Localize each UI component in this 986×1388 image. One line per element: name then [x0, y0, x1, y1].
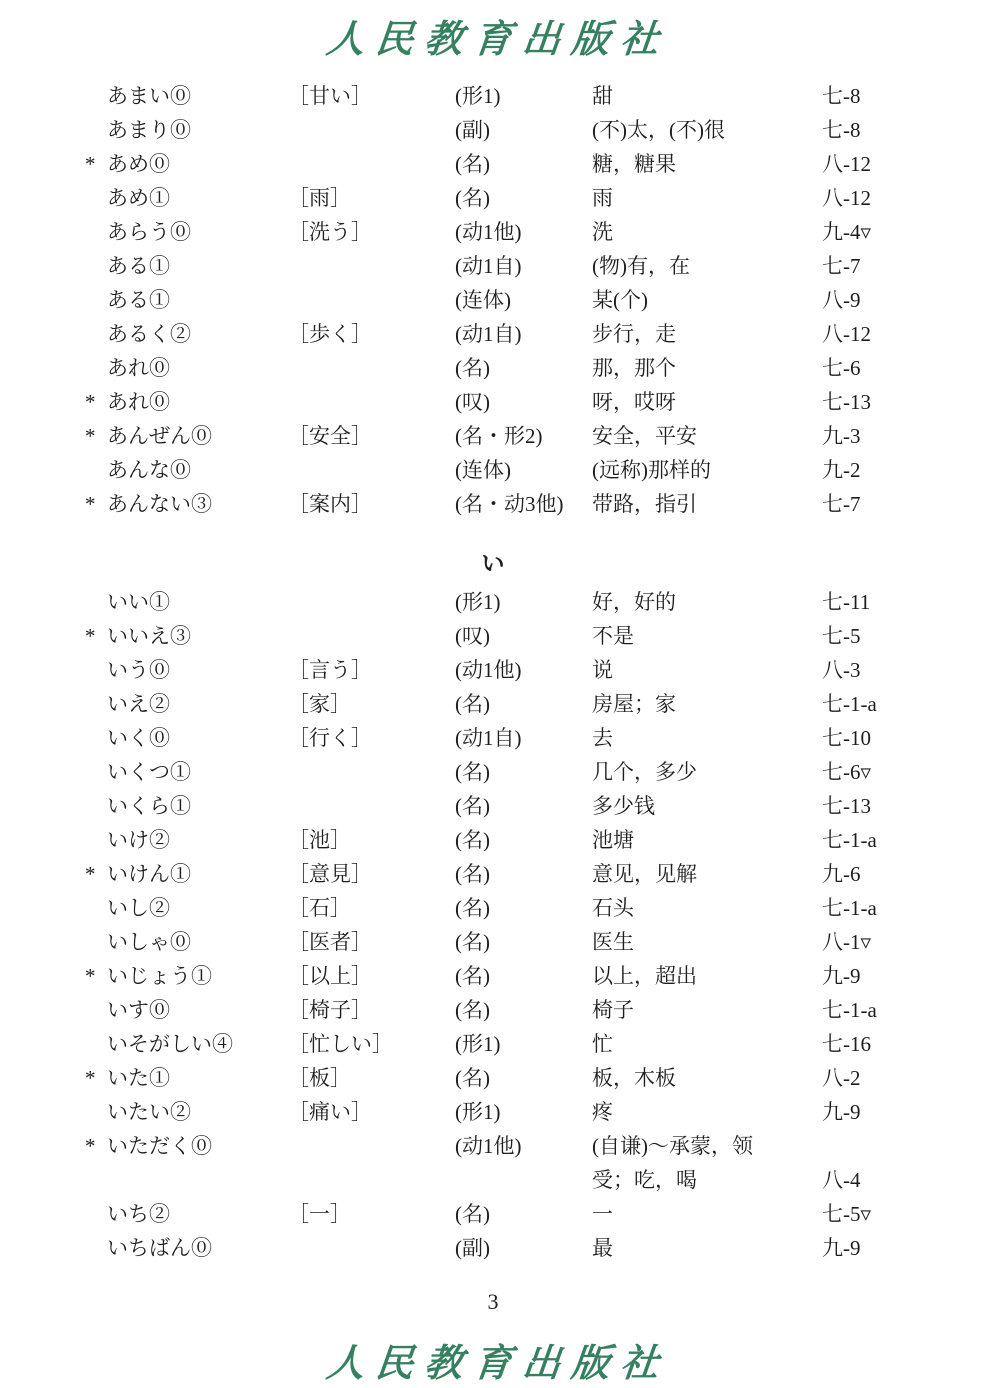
lesson-cell: 七-13 — [822, 794, 871, 818]
vocab-row — [0, 1095, 986, 1129]
kana-cell: あまい⓪ — [107, 84, 191, 108]
pos-cell: (形1) — [455, 590, 501, 614]
kanji-cell — [288, 385, 455, 419]
lesson-cell: 九-4▿ — [822, 220, 872, 244]
meaning-cell: 洗 — [592, 220, 613, 244]
meaning-cell: 忙 — [592, 1032, 613, 1056]
kana-cell: いけ② — [107, 828, 170, 852]
lesson-cell: 七-1-a — [822, 828, 877, 852]
meaning-cell: 糖，糖果 — [592, 152, 676, 176]
meaning-cell: 说 — [592, 658, 613, 682]
meaning-cell: 甜 — [592, 84, 613, 108]
meaning-cell: 医生 — [592, 930, 634, 954]
pos-cell: (名) — [455, 862, 490, 886]
star-marker — [85, 215, 107, 249]
publisher-logo-header: 人民教育出版社 — [324, 16, 673, 61]
kana-cell: ある① — [107, 254, 170, 278]
kana-cell: いしゃ⓪ — [107, 930, 191, 954]
kana-cell: あんない③ — [107, 492, 212, 516]
vocab-row — [0, 453, 986, 487]
lesson-cell: 七-1-a — [822, 998, 877, 1022]
vocab-section — [0, 79, 986, 521]
vocab-row — [0, 755, 986, 789]
pos-cell: (名) — [455, 356, 490, 380]
vocab-row — [0, 249, 986, 283]
meaning-cell: 雨 — [592, 186, 613, 210]
kanji-cell — [288, 453, 455, 487]
meaning-cell: 疼 — [592, 1100, 613, 1124]
kanji-cell — [288, 755, 455, 789]
kana-cell: いそがしい④ — [107, 1032, 233, 1056]
lesson-cell: 九-9 — [822, 1100, 861, 1124]
pos-cell: (名) — [455, 930, 490, 954]
meaning-cell: (不)太，(不)很 — [592, 118, 725, 142]
kanji-cell — [288, 619, 455, 653]
lesson-cell: 九-9 — [822, 1236, 861, 1260]
kana-cell: いたい② — [107, 1100, 191, 1124]
lesson-cell: 七-7 — [822, 254, 861, 278]
vocab-row — [0, 721, 986, 755]
lesson-cell: 八-12 — [822, 152, 871, 176]
pos-cell: (名) — [455, 692, 490, 716]
vocab-row — [0, 1163, 986, 1197]
star-marker — [85, 283, 107, 317]
lesson-cell: 七-7 — [822, 492, 861, 516]
kanji-cell — [288, 789, 455, 823]
lesson-cell: 七-5▿ — [822, 1202, 872, 1226]
pos-cell: (动1自) — [455, 322, 522, 346]
kanji-cell: ［雨］ — [288, 186, 351, 210]
vocab-row — [0, 891, 986, 925]
vocab-row — [0, 181, 986, 215]
meaning-cell: 受；吃，喝 — [592, 1168, 697, 1192]
pos-cell: (名) — [455, 998, 490, 1022]
meaning-cell: 好，好的 — [592, 590, 676, 614]
kana-cell: いくつ① — [107, 760, 191, 784]
lesson-cell: 八-12 — [822, 322, 871, 346]
vocab-row — [0, 619, 986, 653]
lesson-cell: 七-10 — [822, 726, 871, 750]
kana-cell: あれ⓪ — [107, 356, 170, 380]
kanji-cell: ［医者］ — [288, 930, 372, 954]
lesson-cell: 七-1-a — [822, 896, 877, 920]
kana-cell: いく⓪ — [107, 726, 170, 750]
kanji-cell — [288, 1163, 455, 1197]
meaning-cell: 安全，平安 — [592, 424, 697, 448]
kana-cell: あまり⓪ — [107, 118, 191, 142]
meaning-cell: 去 — [592, 726, 613, 750]
meaning-cell: 椅子 — [592, 998, 634, 1022]
meaning-cell: 意见，见解 — [592, 862, 697, 886]
page-number: 3 — [487, 1289, 499, 1314]
star-marker — [85, 891, 107, 925]
pos-cell: (名) — [455, 828, 490, 852]
kana-cell: いう⓪ — [107, 658, 170, 682]
pos-cell: (动1他) — [455, 658, 522, 682]
pos-cell: (名) — [455, 794, 490, 818]
pos-cell: (名) — [455, 964, 490, 988]
kana-cell: いじょう① — [107, 964, 212, 988]
kanji-cell — [288, 585, 455, 619]
kanji-cell: ［痛い］ — [288, 1100, 372, 1124]
kana-cell: あらう⓪ — [107, 220, 191, 244]
star-marker — [85, 687, 107, 721]
kana-cell: あるく② — [107, 322, 191, 346]
vocab-row — [0, 993, 986, 1027]
pos-cell: (形1) — [455, 84, 501, 108]
star-marker — [85, 113, 107, 147]
meaning-cell: 房屋；家 — [592, 692, 676, 716]
kanji-cell — [288, 249, 455, 283]
pos-cell: (名) — [455, 152, 490, 176]
lesson-cell: 七-13 — [822, 390, 871, 414]
pos-cell: (名) — [455, 896, 490, 920]
kanji-cell: ［意見］ — [288, 862, 372, 886]
kanji-cell — [288, 147, 455, 181]
star-marker — [85, 79, 107, 113]
lesson-cell: 八-1▿ — [822, 930, 872, 954]
kanji-cell: ［以上］ — [288, 964, 372, 988]
star-marker: * — [85, 152, 96, 176]
star-marker: * — [85, 424, 96, 448]
star-marker — [85, 721, 107, 755]
lesson-cell — [822, 1129, 986, 1163]
pos-cell: (名・形2) — [455, 424, 543, 448]
vocab-row — [0, 585, 986, 619]
kana-cell: ある① — [107, 288, 170, 312]
pos-cell: (连体) — [455, 458, 511, 482]
meaning-cell: 以上，超出 — [592, 964, 697, 988]
star-marker: * — [85, 492, 96, 516]
vocab-row — [0, 487, 986, 521]
pos-cell: (名) — [455, 1202, 490, 1226]
meaning-cell: 多少钱 — [592, 794, 655, 818]
section-rows — [0, 585, 986, 1265]
lesson-cell: 八-9 — [822, 288, 861, 312]
star-marker — [85, 789, 107, 823]
kana-cell: いちばん⓪ — [107, 1236, 212, 1260]
vocab-row — [0, 113, 986, 147]
vocab-row — [0, 351, 986, 385]
vocab-row — [0, 1061, 986, 1095]
star-marker — [85, 1095, 107, 1129]
vocab-row — [0, 653, 986, 687]
star-marker: * — [85, 964, 96, 988]
kana-cell: あめ⓪ — [107, 152, 170, 176]
pos-cell: (叹) — [455, 624, 490, 648]
kana-cell: いす⓪ — [107, 998, 170, 1022]
meaning-cell: 那，那个 — [592, 356, 676, 380]
pos-cell: (叹) — [455, 390, 490, 414]
star-marker — [85, 1231, 107, 1265]
vocab-section — [0, 543, 986, 1265]
lesson-cell: 八-2 — [822, 1066, 861, 1090]
star-marker — [85, 925, 107, 959]
meaning-cell: 板，木板 — [592, 1066, 676, 1090]
lesson-cell: 八-4 — [822, 1168, 861, 1192]
vocab-row — [0, 147, 986, 181]
pos-cell: (动1他) — [455, 1134, 522, 1158]
vocab-row — [0, 789, 986, 823]
kanji-cell: ［石］ — [288, 896, 351, 920]
lesson-cell: 九-9 — [822, 964, 861, 988]
kana-cell: あんな⓪ — [107, 458, 191, 482]
meaning-cell: 步行，走 — [592, 322, 676, 346]
kanji-cell: ［板］ — [288, 1066, 351, 1090]
lesson-cell: 七-16 — [822, 1032, 871, 1056]
star-marker: * — [85, 624, 96, 648]
meaning-cell: (自谦)～承蒙，领 — [592, 1134, 753, 1158]
lesson-cell: 九-3 — [822, 424, 861, 448]
kanji-cell: ［安全］ — [288, 424, 372, 448]
kanji-cell: ［言う］ — [288, 658, 372, 682]
kana-cell: いた① — [107, 1066, 170, 1090]
kanji-cell: ［椅子］ — [288, 998, 372, 1022]
star-marker — [85, 993, 107, 1027]
lesson-cell: 八-12 — [822, 186, 871, 210]
vocab-list — [0, 79, 986, 1265]
kanji-cell: ［歩く］ — [288, 322, 372, 346]
kanji-cell: ［一］ — [288, 1202, 351, 1226]
kanji-cell: ［行く］ — [288, 726, 372, 750]
kana-cell: いし② — [107, 896, 170, 920]
vocab-row — [0, 283, 986, 317]
meaning-cell: 一 — [592, 1202, 613, 1226]
vocab-row — [0, 959, 986, 993]
meaning-cell: 最 — [592, 1236, 613, 1260]
lesson-cell: 九-2 — [822, 458, 861, 482]
kanji-cell — [288, 1129, 455, 1163]
vocab-row — [0, 1027, 986, 1061]
pos-cell: (名・动3他) — [455, 492, 564, 516]
lesson-cell: 八-3 — [822, 658, 861, 682]
pos-cell: (连体) — [455, 288, 511, 312]
meaning-cell: (物)有，在 — [592, 254, 690, 278]
kana-cell: いえ② — [107, 692, 170, 716]
kana-cell: いち② — [107, 1202, 170, 1226]
pos-cell: (动1自) — [455, 254, 522, 278]
kanji-cell — [288, 113, 455, 147]
meaning-cell: 石头 — [592, 896, 634, 920]
kanji-cell: ［忙しい］ — [288, 1032, 393, 1056]
pos-cell: (动1自) — [455, 726, 522, 750]
kana-cell: いただく⓪ — [107, 1134, 212, 1158]
vocab-row — [0, 687, 986, 721]
meaning-cell: 几个，多少 — [592, 760, 697, 784]
pos-cell: (形1) — [455, 1032, 501, 1056]
kanji-cell — [288, 351, 455, 385]
vocab-row — [0, 857, 986, 891]
kana-cell: あんぜん⓪ — [107, 424, 212, 448]
lesson-cell: 七-1-a — [822, 692, 877, 716]
lesson-cell: 七-8 — [822, 118, 861, 142]
meaning-cell: 带路，指引 — [592, 492, 697, 516]
star-marker — [85, 1027, 107, 1061]
kanji-cell: ［洗う］ — [288, 220, 372, 244]
vocab-row — [0, 79, 986, 113]
vocab-row — [0, 385, 986, 419]
pos-cell: (副) — [455, 118, 490, 142]
pos-cell — [455, 1163, 592, 1197]
kanji-cell: ［家］ — [288, 692, 351, 716]
star-marker: * — [85, 390, 96, 414]
meaning-cell: 呀，哎呀 — [592, 390, 676, 414]
kanji-cell: ［池］ — [288, 828, 351, 852]
kana-cell — [107, 1163, 288, 1197]
star-marker: * — [85, 1066, 96, 1090]
kana-cell: いい① — [107, 590, 170, 614]
meaning-cell: (远称)那样的 — [592, 458, 711, 482]
kanji-cell: ［案内］ — [288, 492, 372, 516]
lesson-cell: 七-6 — [822, 356, 861, 380]
vocab-row — [0, 925, 986, 959]
star-marker — [85, 317, 107, 351]
pos-cell: (副) — [455, 1236, 490, 1260]
pos-cell: (名) — [455, 1066, 490, 1090]
star-marker — [85, 249, 107, 283]
kanji-cell — [288, 283, 455, 317]
kanji-cell: ［甘い］ — [288, 84, 372, 108]
star-marker — [85, 585, 107, 619]
publisher-logo-footer: 人民教育出版社 — [324, 1340, 673, 1385]
vocab-row — [0, 419, 986, 453]
vocab-row — [0, 1231, 986, 1265]
vocab-row — [0, 1129, 986, 1163]
star-marker: * — [85, 1134, 96, 1158]
vocab-row — [0, 317, 986, 351]
star-marker — [85, 351, 107, 385]
lesson-cell: 九-6 — [822, 862, 861, 886]
kanji-cell — [288, 1231, 455, 1265]
meaning-cell: 不是 — [592, 624, 634, 648]
pos-cell: (名) — [455, 760, 490, 784]
pos-cell: (形1) — [455, 1100, 501, 1124]
star-marker — [85, 653, 107, 687]
vocab-row — [0, 1197, 986, 1231]
star-marker: * — [85, 862, 96, 886]
lesson-cell: 七-5 — [822, 624, 861, 648]
kana-cell: いけん① — [107, 862, 191, 886]
kana-cell: あめ① — [107, 186, 170, 210]
lesson-cell: 七-11 — [822, 590, 871, 614]
pos-cell: (动1他) — [455, 220, 522, 244]
star-marker — [85, 1163, 107, 1197]
kana-cell: あれ⓪ — [107, 390, 170, 414]
star-marker — [85, 1197, 107, 1231]
meaning-cell: 池塘 — [592, 828, 634, 852]
star-marker — [85, 181, 107, 215]
section-rows — [0, 79, 986, 521]
kana-cell: いいえ③ — [107, 624, 191, 648]
meaning-cell: 某(个) — [592, 288, 648, 312]
vocab-row — [0, 215, 986, 249]
star-marker — [85, 823, 107, 857]
vocab-row — [0, 823, 986, 857]
star-marker — [85, 453, 107, 487]
section-header: い — [481, 551, 505, 577]
star-marker — [85, 755, 107, 789]
kana-cell: いくら① — [107, 794, 191, 818]
lesson-cell: 七-6▿ — [822, 760, 872, 784]
lesson-cell: 七-8 — [822, 84, 861, 108]
pos-cell: (名) — [455, 186, 490, 210]
